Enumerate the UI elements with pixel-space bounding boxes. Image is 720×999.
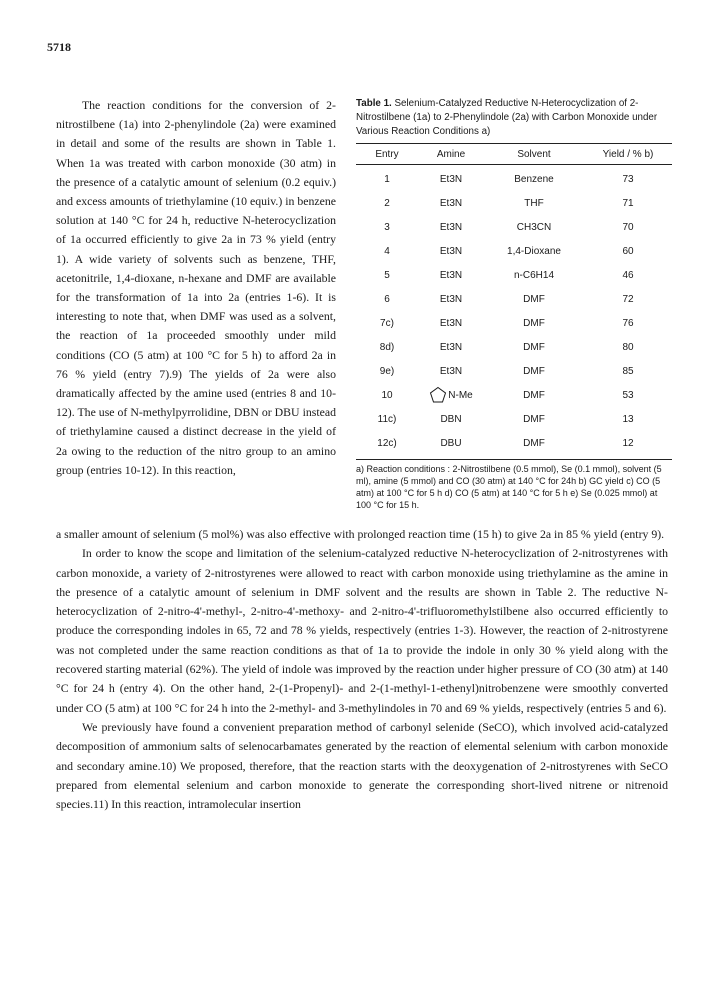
yield-cell: 80	[622, 341, 634, 353]
table-caption-label: Table 1.	[356, 98, 392, 109]
table-caption-text: Selenium-Catalyzed Reductive N-Heterocyclization of 2-Nitrostilbene (1a) to 2-Phenylindole (2a) with Carbon Monoxide under Various Reaction Conditions a)	[356, 98, 658, 137]
table-row	[356, 431, 672, 455]
solvent-cell: DMF	[523, 413, 545, 425]
amine-cell: Et3N	[439, 173, 463, 185]
yield-cell: 13	[622, 413, 634, 425]
solvent-cell: DMF	[523, 341, 545, 353]
solvent-cell: DMF	[523, 317, 545, 329]
amine-cell: Et3N	[439, 269, 463, 281]
solvent-cell: n-C6H14	[513, 269, 555, 281]
yield-cell: 12	[622, 437, 634, 449]
amine-cell: Et3N	[439, 221, 463, 233]
solvent-cell: 1,4-Dioxane	[507, 245, 561, 257]
table-1	[356, 97, 672, 511]
solvent-cell: Benzene	[514, 173, 554, 185]
yield-cell: 85	[622, 365, 634, 377]
table-caption	[356, 97, 672, 139]
results-table	[356, 143, 672, 455]
amine-cell: Et3N	[439, 197, 463, 209]
table-row	[356, 239, 672, 263]
solvent-cell: DMF	[523, 437, 545, 449]
entry-cell: 5	[384, 269, 390, 281]
header-entry: Entry	[356, 144, 418, 165]
table-row	[356, 287, 672, 311]
page-number: 5718	[47, 40, 71, 54]
pyrrolidine-ring-icon	[429, 386, 447, 404]
solvent-cell: CH3CN	[516, 221, 552, 233]
amine-cell: Et3N	[439, 317, 463, 329]
yield-cell: 46	[622, 269, 634, 281]
paragraph-mechanism: We previously have found a convenient preparation method of carbonyl selenide (SeCO), which involved acid-catalyzed decomposition of ammonium salts of selenocarbamates generated by the reaction of elemental selenium with carbon monoxide and secondary amine.10) We proposed, therefore, that the reaction starts with the deoxygenation of 2-nitrostyrenes with SeCO prepared from elemental selenium and carbon monoxide to generate the corresponding short-lived nitrene or nitrenoid species.11) In this reaction, intramolecular insertion	[56, 719, 668, 812]
header-solvent: Solvent	[484, 144, 584, 165]
table-row	[356, 263, 672, 287]
amine-cell: Et3N	[439, 293, 463, 305]
solvent-cell: DMF	[523, 365, 545, 377]
table-row	[356, 165, 672, 192]
entry-cell: 3	[384, 221, 390, 233]
table-row	[356, 407, 672, 431]
entry-cell: 9e)	[379, 365, 395, 377]
table-footnote: a) Reaction conditions : 2-Nitrostilbene (0.5 mmol), Se (0.1 mmol), solvent (5 ml), amine (5 mmol) and CO (30 atm) at 140 °C for 24h b) GC yield c) CO (5 atm) at 100 °C for 5 h d) CO (5 atm) at 140 °C for 5 h e) Se (0.025 mmol) at 100 °C for 15 h.	[356, 459, 672, 511]
table-row	[356, 383, 672, 407]
paragraph-continuation: a smaller amount of selenium (5 mol%) was also effective with prolonged reaction time (15 h) to give 2a in 85 % yield (entry 9).	[56, 527, 665, 541]
yield-cell: 53	[622, 389, 634, 401]
paragraph-scope: In order to know the scope and limitation of the selenium-catalyzed reductive N-heterocyclization of 2-nitrostyrenes with carbon monoxide, a variety of 2-nitrostyrenes were allowed to react with carbon monoxide using triethylamine as the amine in the presence of a catalytic amount of selenium in DMF solvent and the results are shown in Table 2. The reductive N-heterocyclization of 2-nitro-4'-methyl-, 2-nitro-4'-methoxy- and 2-nitro-4'-trifluoromethylstilbene also occurred efficiently to produce the corresponding indoles in 65, 72 and 78 % yields, respectively (entries 1-3). However, the reaction of 2-nitrostyrene was not completed under the same reaction conditions as that of 1a to provide the indole in only 30 % yield along with the recovered starting material (62%). The yield of indole was improved by the reaction under higher pressure of CO (30 atm) at 140 °C for 24 h (entry 4). On the other hand, 2-(1-Propenyl)- and 2-(1-methyl-1-ethenyl)nitrobenzene were smoothly converted under CO (5 atm) at 100 °C for 24 h into the 2-methyl- and 3-methylindoles in 70 and 69 % yields, respectively (entries 5 and 6).	[56, 546, 668, 715]
body-text	[56, 525, 668, 814]
table-row	[356, 335, 672, 359]
entry-cell: 10	[381, 389, 393, 401]
left-column-paragraph: The reaction conditions for the conversion of 2-nitrostilbene (1a) into 2-phenylindole (2a) were examined in detail and some of the results are shown in Table 1. When 1a was treated with carbon monoxide (30 atm) in the presence of a catalytic amount of selenium (0.2 equiv.) and excess amounts of triethylamine (10 equiv.) in benzene solution at 140 °C for 24 h, reductive N-heterocyclization of 1a occurred efficiently to give 2a in 73 % yield (entry 1). A wide variety of solvents such as benzene, THF, acetonitrile, 1,4-dioxane, n-hexane and DMF are available for the transformation of 1a into 2a (entries 1-6). It is interesting to note that, when DMF was used as a solvent, the reaction of 1a proceeded smoothly under mild conditions (CO (5 atm) at 100 °C for 5 h) to afford 2a in 76 % yield (entry 7).9) The yields of 2a were also dramatically affected by the amine used (entries 8 and 10-12). The use of N-methylpyrrolidine, DBN or DBU instead of triethylamine caused a distinct decrease in the yield of 2a owing to the reduction of the nitro group to an amino group (entries 10-12). In this reaction,	[56, 98, 336, 477]
amine-cell: Et3N	[439, 365, 463, 377]
entry-cell: 4	[384, 245, 390, 257]
solvent-cell: DMF	[523, 293, 545, 305]
entry-cell: 6	[384, 293, 390, 305]
left-column-text	[56, 96, 336, 480]
entry-cell: 7c)	[380, 317, 394, 329]
amine-cell: Et3N	[439, 341, 463, 353]
amine-cell: DBU	[440, 437, 462, 449]
header-yield: Yield / % b)	[584, 144, 672, 165]
amine-label: N-Me	[448, 389, 473, 401]
entry-cell: 1	[384, 173, 390, 185]
yield-cell: 73	[622, 173, 634, 185]
table-row	[356, 191, 672, 215]
table-row	[356, 215, 672, 239]
yield-cell: 60	[622, 245, 634, 257]
n-methylpyrrolidine-structure	[429, 386, 472, 404]
solvent-cell: DMF	[523, 389, 545, 401]
amine-cell	[418, 383, 484, 407]
table-row	[356, 311, 672, 335]
yield-cell: 71	[622, 197, 634, 209]
amine-cell: Et3N	[439, 245, 463, 257]
entry-cell: 2	[384, 197, 390, 209]
amine-cell: DBN	[440, 413, 462, 425]
solvent-cell: THF	[524, 197, 544, 209]
table-header-row	[356, 144, 672, 165]
yield-cell: 70	[622, 221, 634, 233]
header-amine: Amine	[418, 144, 484, 165]
entry-cell: 12c)	[377, 437, 397, 449]
yield-cell: 72	[622, 293, 634, 305]
table-row	[356, 359, 672, 383]
yield-cell: 76	[622, 317, 634, 329]
entry-cell: 8d)	[379, 341, 395, 353]
entry-cell: 11c)	[377, 413, 397, 425]
